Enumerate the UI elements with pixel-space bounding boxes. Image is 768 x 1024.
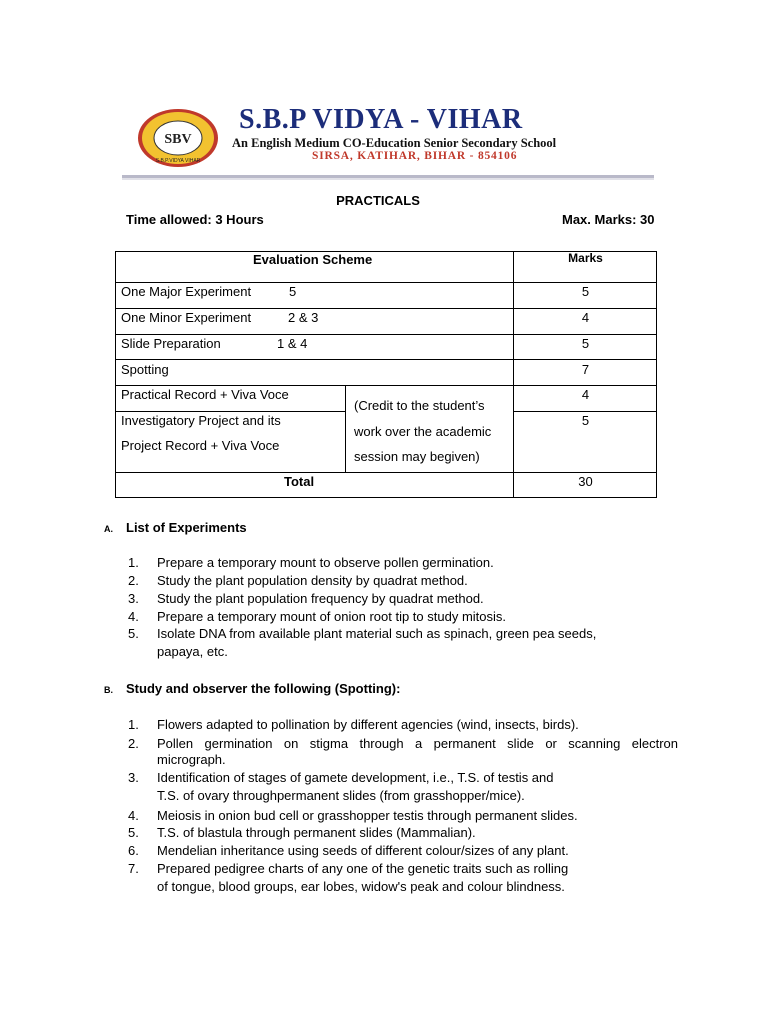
table-header-marks: Marks <box>568 251 603 265</box>
credit-note-2: work over the academic <box>354 424 492 439</box>
row-spotting-marks: 7 <box>581 362 590 377</box>
list-item-continuation: of tongue, blood groups, ear lobes, widow's peak and colour blindness. <box>157 879 565 894</box>
row-spotting-label: Spotting <box>121 362 169 377</box>
section-a-heading: A. List of Experiments <box>104 520 247 535</box>
list-item: 3. Study the plant population frequency by quadrat method. <box>128 591 484 606</box>
list-item-continuation: micrograph. <box>157 752 226 767</box>
list-item: 4. Prepare a temporary mount of onion root tip to study mitosis. <box>128 609 507 624</box>
time-allowed: Time allowed: 3 Hours <box>126 212 264 227</box>
row-slide-num: 1 & 4 <box>277 336 308 351</box>
row-minor-marks: 4 <box>581 310 590 325</box>
list-item: 1. Prepare a temporary mount to observe pollen germination. <box>128 555 494 570</box>
list-item-continuation: T.S. of ovary throughpermanent slides (from grasshopper/mice). <box>157 788 525 803</box>
school-logo <box>136 107 220 169</box>
school-address: SIRSA, KATIHAR, BIHAR - 854106 <box>312 150 518 162</box>
row-slide-marks: 5 <box>581 336 590 351</box>
credit-note-1: (Credit to the student’s <box>354 398 485 413</box>
row-major-num: 5 <box>289 284 297 299</box>
max-marks: Max. Marks: 30 <box>562 212 655 227</box>
school-subtitle: An English Medium CO-Education Senior Secondary School <box>232 136 557 150</box>
row-project-label-2: Project Record + Viva Voce <box>121 438 280 453</box>
list-item: 2. Study the plant population density by quadrat method. <box>128 573 468 588</box>
table-header-scheme: Evaluation Scheme <box>253 252 373 267</box>
row-major-marks: 5 <box>581 284 590 299</box>
list-item-continuation: papaya, etc. <box>157 644 228 659</box>
row-major-label: One Major Experiment <box>121 284 252 299</box>
section-b-heading: B. Study and observer the following (Spotting): <box>104 681 401 696</box>
row-minor-num: 2 & 3 <box>288 310 319 325</box>
credit-note-3: session may begiven) <box>354 449 480 464</box>
row-slide-label: Slide Preparation <box>121 336 221 351</box>
page-title: PRACTICALS <box>336 193 420 208</box>
row-project-marks: 5 <box>581 413 590 428</box>
row-record-label: Practical Record + Viva Voce <box>121 387 289 402</box>
svg-text:SBV: SBV <box>164 132 192 147</box>
list-item: 7. Prepared pedigree charts of any one of the genetic traits such as rolling <box>128 861 569 876</box>
list-item: 3. Identification of stages of gamete development, i.e., T.S. of testis and <box>128 770 554 785</box>
row-record-marks: 4 <box>581 387 590 402</box>
school-name: S.B.P VIDYA - VIHAR <box>239 104 523 135</box>
total-value: 30 <box>578 474 593 489</box>
list-item: 5. Isolate DNA from available plant material such as spinach, green pea seeds, <box>128 626 597 641</box>
list-item: 6. Mendelian inheritance using seeds of different colour/sizes of any plant. <box>128 843 569 858</box>
row-minor-label: One Minor Experiment <box>121 310 252 325</box>
total-label: Total <box>284 474 315 489</box>
list-item: 4. Meiosis in onion bud cell or grasshopper testis through permanent slides. <box>128 808 578 823</box>
svg-text:S.B.P.VIDYA VIHAR: S.B.P.VIDYA VIHAR <box>155 158 201 164</box>
row-project-label-1: Investigatory Project and its <box>121 413 281 428</box>
list-item: 5. T.S. of blastula through permanent slides (Mammalian). <box>128 825 476 840</box>
list-item: 2. Pollen germination on stigma through a permanent slide or scanning electron <box>128 736 678 751</box>
list-item: 1. Flowers adapted to pollination by different agencies (wind, insects, birds). <box>128 717 579 732</box>
